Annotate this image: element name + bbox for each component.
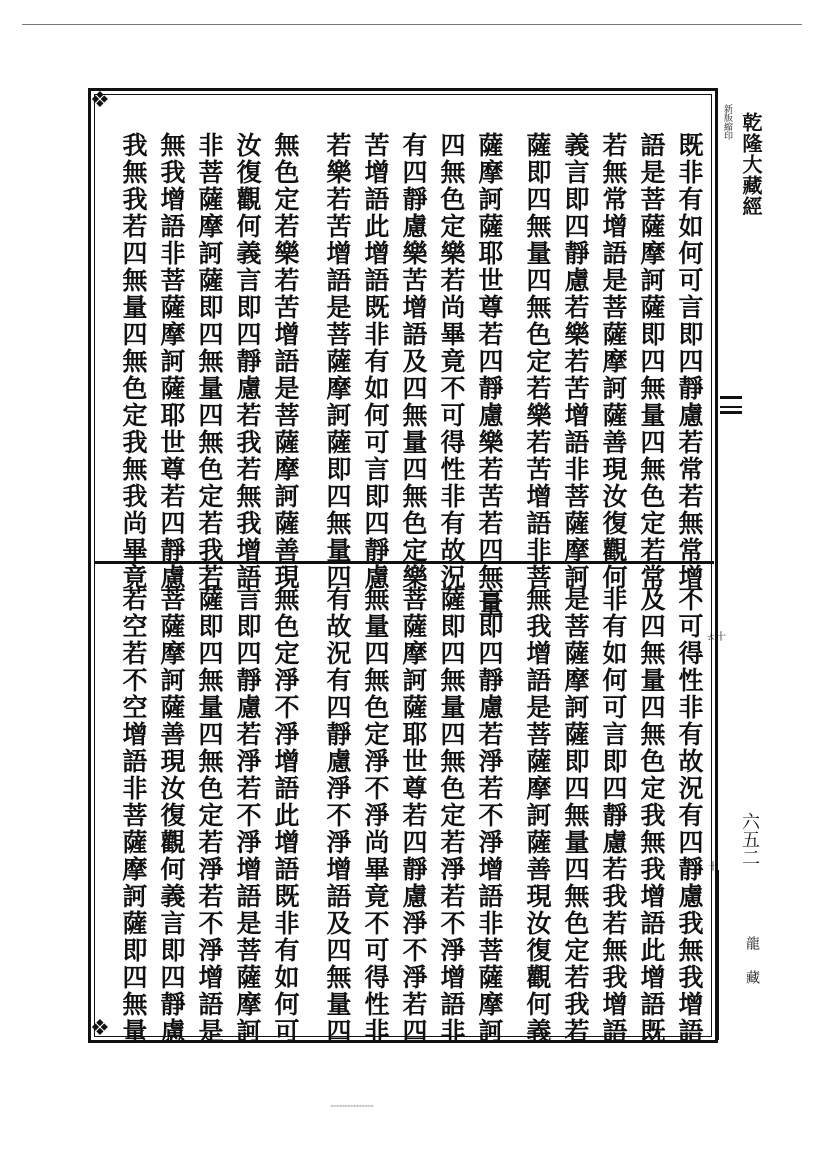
text-column: 薩即四無量四無色定若淨若不淨增語是 bbox=[195, 586, 224, 1045]
column-marker: 十 bbox=[708, 862, 718, 873]
text-column: 若空若不空增語非菩薩摩訶薩即四無量 bbox=[119, 586, 148, 1045]
text-column: 義言即四靜慮若樂若苦增語非菩薩摩訶 bbox=[561, 132, 590, 591]
text-column: 言即四靜慮若淨若不淨增語非菩薩摩訶 bbox=[475, 586, 504, 1045]
text-column: 薩即四無量四無色定若樂若苦增語非菩 bbox=[523, 132, 552, 591]
text-column: 非菩薩摩訶薩即四無量四無色定若我若 bbox=[195, 132, 224, 591]
text-column: 無我增語是菩薩摩訶薩善現汝復觀何義 bbox=[523, 586, 552, 1045]
corner-ornament-top-left: ❖ bbox=[90, 88, 110, 113]
text-column: 既非有如何可言即四靜慮若常若無常增 bbox=[675, 132, 704, 591]
text-column: 薩摩訶薩耶世尊若四靜慮樂若苦若四無量 bbox=[475, 132, 504, 618]
text-column: 無色定若樂若苦增語是菩薩摩訶薩善現 bbox=[271, 132, 300, 591]
edition-note: 新版縮印 bbox=[722, 104, 732, 140]
text-column: 有四靜慮樂苦增語及四無量四無色定樂 bbox=[399, 132, 428, 591]
text-column: 不可得性非有故況有四靜慮我無我增語 bbox=[675, 586, 704, 1045]
column-marker: ㄊ十 bbox=[706, 632, 726, 643]
text-column: 言即四靜慮若淨若不淨增語是菩薩摩訶 bbox=[233, 586, 262, 1045]
text-column: 有故況有四靜慮淨不淨增語及四無量四 bbox=[323, 586, 352, 1045]
text-column: 語是菩薩摩訶薩即四無量四無色定若常 bbox=[637, 132, 666, 591]
text-column: 苦增語此增語既非有如何可言即四靜慮 bbox=[361, 132, 390, 591]
footer-scan-noise: ···························· bbox=[330, 1102, 374, 1111]
text-column: 無量四無色定淨不淨尚畢竟不可得性非 bbox=[361, 586, 390, 1045]
top-rule bbox=[22, 24, 802, 25]
text-column: 菩薩摩訶薩耶世尊若四靜慮淨不淨若四 bbox=[399, 586, 428, 1045]
text-column: 汝復觀何義言即四靜慮若我若無我增語 bbox=[233, 132, 262, 591]
text-column: 若樂若苦增語是菩薩摩訶薩即四無量四 bbox=[323, 132, 352, 591]
page-number: 六五二 bbox=[739, 812, 760, 866]
volume-label: 龍藏 bbox=[744, 936, 760, 1004]
text-column: 四無色定樂若尚畢竟不可得性非有故況 bbox=[437, 132, 466, 591]
text-column: 非有如何可言即四靜慮若我若無我增語 bbox=[599, 586, 628, 1045]
sutra-collection-title: 乾隆大藏經 bbox=[739, 112, 763, 217]
chapter-tab-mark bbox=[720, 396, 742, 414]
text-column: 菩薩摩訶薩善現汝復觀何義言即四靜慮 bbox=[157, 586, 186, 1045]
text-column: 及四無量四無色定我無我增語此增語既 bbox=[637, 586, 666, 1045]
text-column: 無色定淨不淨增語此增語既非有如何可 bbox=[271, 586, 300, 1045]
text-column: 薩即四無量四無色定若淨若不淨增語非 bbox=[437, 586, 466, 1045]
text-column: 我無我若四無量四無色定我無我尚畢竟 bbox=[119, 132, 148, 591]
text-column: 若無常增語是菩薩摩訶薩善現汝復觀何 bbox=[599, 132, 628, 591]
text-column: 無我增語非菩薩摩訶薩耶世尊若四靜慮 bbox=[157, 132, 186, 591]
text-column: 是菩薩摩訶薩即四無量四無色定若我若 bbox=[561, 586, 590, 1045]
corner-ornament-bottom-left: ❖ bbox=[90, 1016, 110, 1041]
chapter-tab-mark bbox=[720, 406, 742, 408]
